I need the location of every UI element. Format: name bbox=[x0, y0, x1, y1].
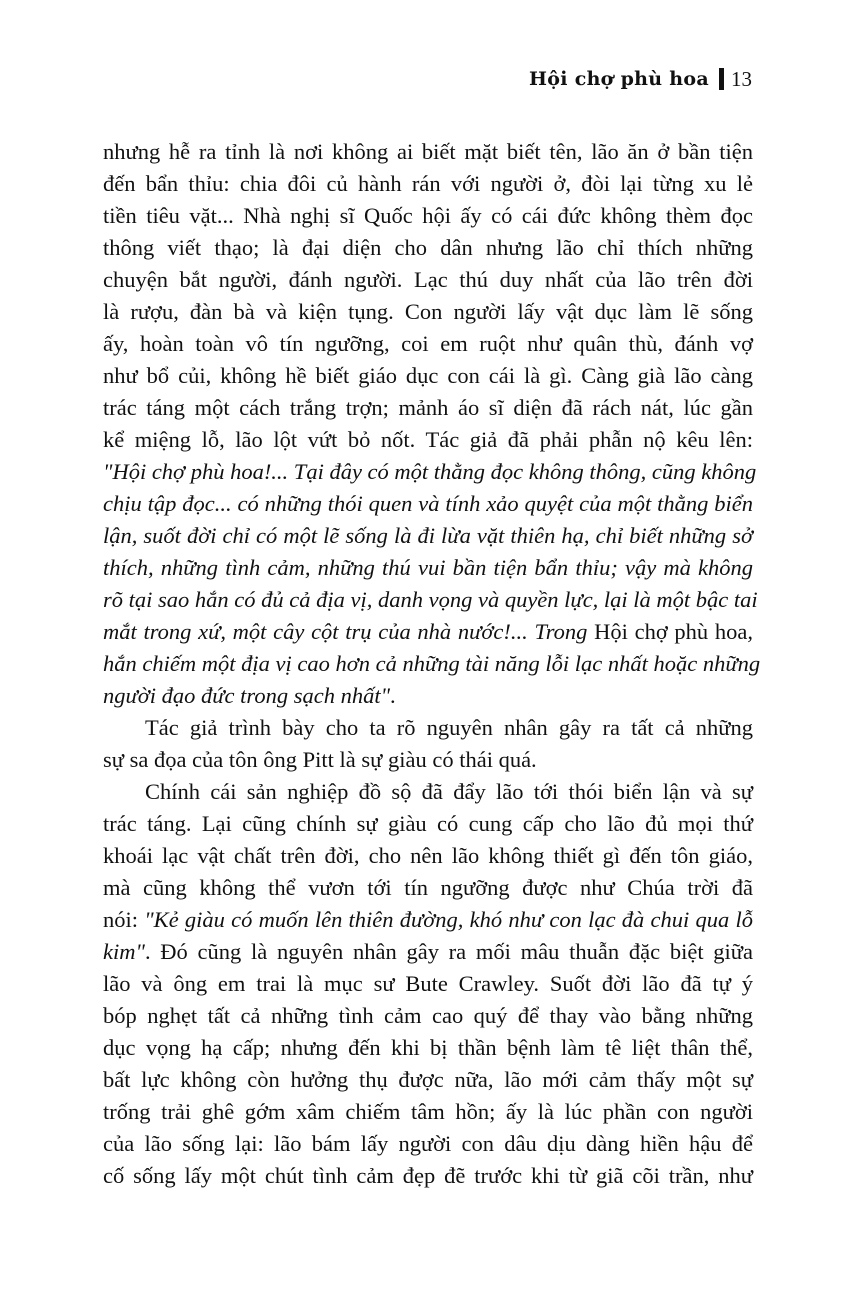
text-line bbox=[103, 200, 753, 232]
italic-quote-segment: người đạo đức trong sạch nhất" bbox=[103, 683, 391, 708]
text-line bbox=[103, 712, 753, 744]
italic-quote-segment: hắn chiếm một địa vị cao hơn cả những tài năng lỗi lạc nhất hoặc những bbox=[103, 651, 761, 676]
text-line bbox=[103, 904, 753, 936]
text-segment: nói: bbox=[103, 907, 145, 932]
italic-quote-segment: lận, suốt đời chỉ có một lẽ sống là đi lừa vặt thiên hạ, chỉ biết những sở bbox=[103, 523, 753, 548]
text-line bbox=[103, 936, 753, 968]
text-segment: cố sống lấy một chút tình cảm đẹp đẽ trước khi từ giã cõi trần, như bbox=[103, 1163, 753, 1188]
text-segment: kể miệng lỗ, lão lột vứt bỏ nốt. Tác giả đã phải phẫn nộ kêu lên: bbox=[103, 427, 753, 452]
text-segment: trác táng một cách trắng trợn; mảnh áo sĩ diện đã rách nát, lúc gần bbox=[103, 395, 753, 420]
text-line bbox=[103, 1096, 753, 1128]
text-line bbox=[103, 296, 753, 328]
italic-quote-segment: mắt trong xứ, một cây cột trụ của nhà nước!... Trong bbox=[103, 619, 595, 644]
text-segment: của lão sống lại: lão bám lấy người con dâu dịu dàng hiền hậu để bbox=[103, 1131, 753, 1156]
text-segment: trống trải ghê gớm xâm chiếm tâm hồn; ấy là lúc phần con người bbox=[103, 1099, 753, 1124]
text-line bbox=[103, 488, 753, 520]
text-segment: tiền tiêu vặt... Nhà nghị sĩ Quốc hội ấy có cái đức không thèm đọc bbox=[103, 203, 753, 228]
text-segment: Tác giả trình bày cho ta rõ nguyên nhân gây ra tất cả những bbox=[145, 715, 753, 740]
text-segment: dục vọng hạ cấp; nhưng đến khi bị thần bệnh làm tê liệt thân thể, bbox=[103, 1035, 753, 1060]
text-line bbox=[103, 520, 753, 552]
text-line bbox=[103, 648, 761, 680]
text-segment: bóp nghẹt tất cả những tình cảm cao quý để thay vào bằng những bbox=[103, 1003, 753, 1028]
italic-quote-segment: rõ tại sao hắn có đủ cả địa vị, danh vọng và quyền lực, lại là một bậc tai bbox=[103, 587, 758, 612]
text-segment: khoái lạc vật chất trên đời, cho nên lão không thiết gì đến tôn giáo, bbox=[103, 843, 753, 868]
text-segment: Chính cái sản nghiệp đồ sộ đã đẩy lão tới thói biển lận và sự bbox=[145, 779, 753, 804]
text-line bbox=[103, 552, 753, 584]
text-segment: lão và ông em trai là mục sư Bute Crawley. Suốt đời lão đã tự ý bbox=[103, 971, 753, 996]
text-line bbox=[103, 1064, 753, 1096]
text-line bbox=[103, 360, 753, 392]
text-line bbox=[103, 744, 753, 776]
text-line bbox=[103, 680, 753, 712]
text-segment: đến bẩn thỉu: chia đôi củ hành rán với người ở, đòi lại từng xu lẻ bbox=[103, 171, 753, 196]
text-line bbox=[103, 808, 753, 840]
text-segment: ấy, hoàn toàn vô tín ngưỡng, coi em ruột như quân thù, đánh vợ bbox=[103, 331, 753, 356]
text-line bbox=[103, 456, 757, 488]
text-segment: Hội chợ phù hoa bbox=[594, 619, 748, 644]
text-segment: nhưng hễ ra tỉnh là nơi không ai biết mặt biết tên, lão ăn ở bần tiện bbox=[103, 139, 753, 164]
running-title: Hội chợ phù hoa bbox=[529, 68, 709, 90]
text-line bbox=[103, 168, 753, 200]
text-line bbox=[103, 1032, 753, 1064]
text-segment: mà cũng không thể vươn tới tín ngưỡng được như Chúa trời đã bbox=[103, 875, 753, 900]
italic-quote-segment: thích, những tình cảm, những thú vui bần tiện bẩn thỉu; vậy mà không bbox=[103, 555, 753, 580]
text-segment: trác táng. Lại cũng chính sự giàu có cung cấp cho lão đủ mọi thứ bbox=[103, 811, 753, 836]
text-line bbox=[103, 328, 753, 360]
page-number: 13 bbox=[731, 66, 752, 91]
italic-quote-segment: "Hội chợ phù hoa!... Tại đây có một thằng đọc không thông, cũng không bbox=[103, 459, 757, 484]
text-segment: thông viết thạo; là đại diện cho dân nhưng lão chỉ thích những bbox=[103, 235, 753, 260]
header-divider-bar bbox=[719, 68, 724, 90]
text-line bbox=[103, 968, 753, 1000]
text-line bbox=[103, 616, 753, 648]
text-segment: chuyện bắt người, đánh người. Lạc thú duy nhất của lão trên đời bbox=[103, 267, 753, 292]
text-line bbox=[103, 776, 753, 808]
text-line bbox=[103, 232, 753, 264]
text-line bbox=[103, 584, 758, 616]
text-line bbox=[103, 136, 753, 168]
text-segment: như bổ củi, không hề biết giáo dục con cái là gì. Càng già lão càng bbox=[103, 363, 753, 388]
text-segment: sự sa đọa của tôn ông Pitt là sự giàu có thái quá. bbox=[103, 747, 537, 772]
text-line bbox=[103, 872, 753, 904]
text-segment: . Đó cũng là nguyên nhân gây ra mối mâu thuẫn đặc biệt giữa bbox=[144, 939, 753, 964]
text-line bbox=[103, 392, 753, 424]
text-segment: là rượu, đàn bà và kiện tụng. Con người lấy vật dục làm lẽ sống bbox=[103, 299, 753, 324]
text-segment: bất lực không còn hưởng thụ được nữa, lão mới cảm thấy một sự bbox=[103, 1067, 753, 1092]
text-line bbox=[103, 840, 753, 872]
italic-quote-segment: kim" bbox=[103, 939, 145, 964]
italic-quote-segment: "Kẻ giàu có muốn lên thiên đường, khó như con lạc đà chui qua lỗ bbox=[144, 907, 753, 932]
running-header bbox=[529, 64, 752, 94]
text-line bbox=[103, 1000, 753, 1032]
text-segment: . bbox=[390, 683, 396, 708]
italic-quote-segment: , bbox=[747, 619, 753, 644]
text-line bbox=[103, 424, 753, 456]
body-text bbox=[103, 136, 761, 1192]
text-line bbox=[103, 264, 753, 296]
text-line bbox=[103, 1128, 753, 1160]
italic-quote-segment: chịu tập đọc... có những thói quen và tính xảo quyệt của một thằng biển bbox=[103, 491, 753, 516]
text-line bbox=[103, 1160, 753, 1192]
